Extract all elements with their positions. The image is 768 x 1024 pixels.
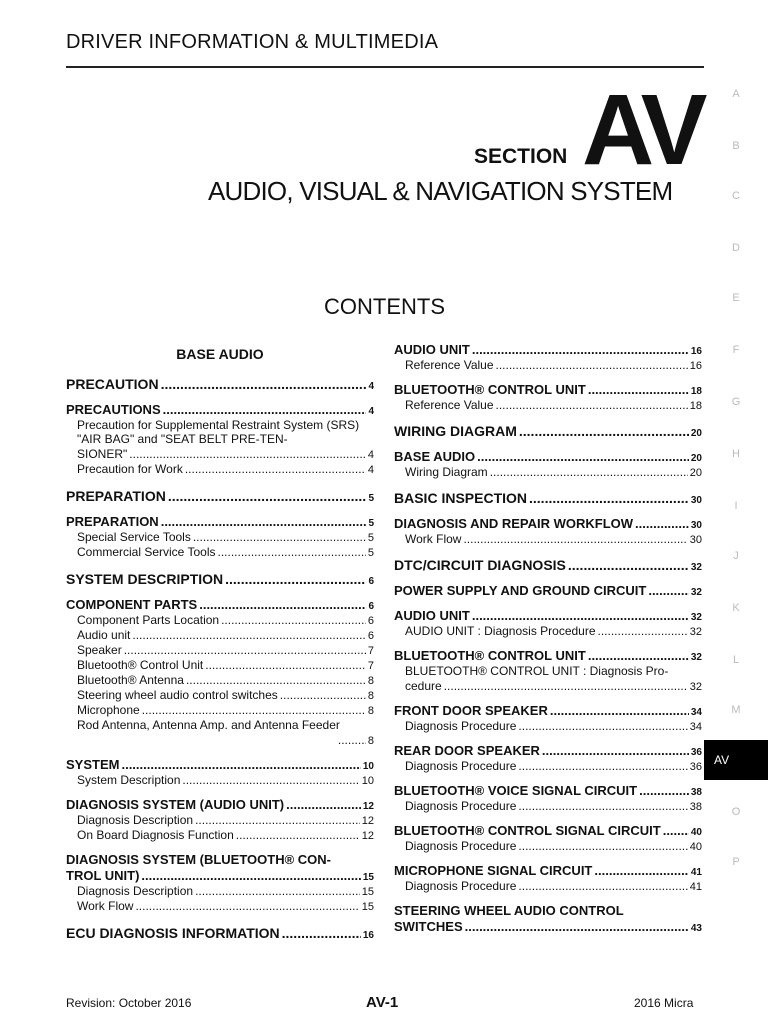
toc-entry[interactable] bbox=[66, 597, 374, 612]
toc-entry-page: 18 bbox=[689, 400, 702, 412]
toc-entry-title: System Description bbox=[77, 773, 181, 787]
section-tab-f[interactable]: F bbox=[732, 344, 740, 356]
leader-dots bbox=[185, 462, 366, 476]
toc-entry[interactable] bbox=[394, 743, 702, 758]
toc-entry-page: 32 bbox=[690, 652, 702, 663]
leader-dots bbox=[195, 813, 360, 827]
leader-dots bbox=[472, 342, 689, 357]
toc-entry-page: 12 bbox=[362, 801, 374, 812]
section-tab-c[interactable]: C bbox=[732, 190, 740, 202]
leader-dots bbox=[472, 608, 689, 623]
toc-entry[interactable] bbox=[394, 799, 702, 813]
footer-revision: Revision: October 2016 bbox=[66, 996, 192, 1010]
toc-entry[interactable] bbox=[394, 465, 702, 479]
toc-entry-title: Work Flow bbox=[405, 532, 462, 546]
section-tab-b[interactable]: B bbox=[732, 140, 740, 152]
toc-entry-title: Diagnosis Procedure bbox=[405, 879, 517, 893]
toc-entry-title: Diagnosis Procedure bbox=[405, 719, 517, 733]
toc-entry[interactable] bbox=[394, 783, 702, 798]
toc-entry[interactable] bbox=[66, 643, 374, 657]
leader-dots bbox=[529, 490, 689, 506]
toc-entry-page: 5 bbox=[367, 547, 374, 559]
toc-entry-page: 5 bbox=[368, 518, 374, 529]
toc-entry[interactable] bbox=[394, 823, 702, 838]
toc-entry-page: 5 bbox=[368, 493, 374, 504]
toc-entry[interactable] bbox=[394, 879, 702, 893]
toc-entry-page: 41 bbox=[689, 881, 702, 893]
toc-entry[interactable] bbox=[66, 797, 374, 812]
toc-entry[interactable] bbox=[394, 679, 702, 693]
toc-entry-page: 7 bbox=[367, 660, 374, 672]
toc-entry-page: 10 bbox=[361, 775, 374, 787]
toc-entry-title: WIRING DIAGRAM bbox=[394, 423, 517, 439]
leader-dots bbox=[663, 823, 689, 838]
toc-entry-title: Commercial Service Tools bbox=[77, 545, 216, 559]
toc-entry-page: 16 bbox=[690, 346, 702, 357]
leader-dots bbox=[286, 797, 361, 812]
toc-entry-title: cedure bbox=[405, 679, 442, 693]
section-label: SECTION bbox=[474, 145, 568, 168]
toc-entry-title: Steering wheel audio control switches bbox=[77, 688, 278, 702]
toc-entry-title: Precaution for Supplemental Restraint System (SRS) "AIR BAG" and "SEAT BELT PRE-TEN- bbox=[77, 418, 360, 446]
toc-entry-title: Special Service Tools bbox=[77, 530, 191, 544]
leader-dots bbox=[141, 868, 360, 883]
leader-dots bbox=[542, 743, 689, 758]
toc-entry[interactable] bbox=[394, 624, 702, 638]
toc-entry-title: PRECAUTION bbox=[66, 376, 159, 392]
leader-dots bbox=[182, 773, 359, 787]
section-code: AV bbox=[582, 74, 702, 186]
toc-entry-page: 8 bbox=[367, 735, 374, 747]
toc-entry-page: 15 bbox=[361, 886, 374, 898]
toc-entry[interactable] bbox=[66, 462, 374, 476]
leader-dots bbox=[218, 545, 366, 559]
section-tab-m[interactable]: M bbox=[731, 704, 741, 716]
toc-entry-page: 34 bbox=[690, 707, 702, 718]
leader-dots bbox=[338, 733, 366, 747]
section-tab-av[interactable]: AV bbox=[704, 740, 768, 780]
leader-dots bbox=[490, 465, 688, 479]
leader-dots bbox=[518, 719, 687, 733]
toc-entry-title: Diagnosis Description bbox=[77, 813, 194, 827]
leader-dots bbox=[221, 613, 366, 627]
section-title: AUDIO, VISUAL & NAVIGATION SYSTEM bbox=[208, 176, 673, 206]
leader-dots bbox=[594, 863, 688, 878]
toc-entry-title: Speaker bbox=[77, 643, 122, 657]
toc-entry-title: DIAGNOSIS AND REPAIR WORKFLOW bbox=[394, 516, 634, 531]
leader-dots bbox=[588, 382, 689, 397]
toc-entry-page: 8 bbox=[367, 690, 374, 702]
toc-entry-page: 36 bbox=[689, 761, 702, 773]
toc-entry-title: Diagnosis Description bbox=[77, 884, 194, 898]
toc-entry-title: COMPONENT PARTS bbox=[66, 597, 198, 612]
toc-entry-title: BLUETOOTH® CONTROL UNIT : Diagnosis Pro- bbox=[405, 664, 669, 678]
toc-entry-title: Work Flow bbox=[77, 899, 134, 913]
leader-dots bbox=[477, 449, 689, 464]
toc-entry-page: 4 bbox=[367, 449, 374, 461]
toc-entry[interactable] bbox=[66, 688, 374, 702]
leader-dots bbox=[550, 703, 689, 718]
leader-dots bbox=[519, 423, 689, 439]
toc-entry-title: STEERING WHEEL AUDIO CONTROL bbox=[394, 903, 624, 918]
leader-dots bbox=[193, 530, 366, 544]
toc-left-heading: BASE AUDIO bbox=[176, 346, 264, 362]
toc-entry-title: MICROPHONE SIGNAL CIRCUIT bbox=[394, 863, 593, 878]
toc-entry-title: BASE AUDIO bbox=[394, 449, 476, 464]
toc-entry-title: DIAGNOSIS SYSTEM (AUDIO UNIT) bbox=[66, 797, 285, 812]
toc-right-list bbox=[394, 342, 702, 934]
toc-entry[interactable] bbox=[66, 899, 374, 913]
toc-entry-page: 32 bbox=[690, 612, 702, 623]
toc-entry-page: 6 bbox=[368, 576, 374, 587]
toc-entry-title: Wiring Diagram bbox=[405, 465, 488, 479]
section-tab-g[interactable]: G bbox=[731, 396, 741, 408]
toc-entry[interactable] bbox=[394, 903, 702, 918]
toc-entry[interactable] bbox=[66, 733, 374, 747]
toc-right-column bbox=[394, 342, 702, 934]
toc-entry[interactable] bbox=[66, 530, 374, 544]
toc-entry[interactable] bbox=[66, 658, 374, 672]
toc-entry[interactable] bbox=[66, 718, 374, 732]
toc-entry-page: 7 bbox=[367, 645, 374, 657]
section-tab-k[interactable]: K bbox=[732, 602, 740, 614]
leader-dots bbox=[518, 839, 687, 853]
toc-entry[interactable] bbox=[394, 398, 702, 412]
toc-entry[interactable] bbox=[66, 852, 374, 867]
toc-entry-page: 38 bbox=[690, 787, 702, 798]
toc-entry-title: Diagnosis Procedure bbox=[405, 799, 517, 813]
leader-dots bbox=[518, 759, 687, 773]
toc-entry-page: 6 bbox=[367, 615, 374, 627]
leader-dots bbox=[236, 828, 360, 842]
toc-entry[interactable] bbox=[394, 423, 702, 439]
section-tab-p[interactable]: P bbox=[732, 856, 740, 868]
toc-entry[interactable] bbox=[394, 608, 702, 623]
toc-entry-page: 20 bbox=[690, 428, 702, 439]
toc-entry-title: Component Parts Location bbox=[77, 613, 220, 627]
toc-entry-title: TROL UNIT) bbox=[66, 868, 140, 883]
toc-entry-title: Reference Value bbox=[405, 358, 494, 372]
toc-entry-page: 40 bbox=[689, 841, 702, 853]
toc-entry-title: POWER SUPPLY AND GROUND CIRCUIT bbox=[394, 583, 647, 598]
toc-entry-title: SIONER" bbox=[77, 447, 128, 461]
leader-dots bbox=[635, 516, 689, 531]
toc-entry[interactable] bbox=[66, 418, 374, 446]
toc-entry-title: Diagnosis Procedure bbox=[405, 839, 517, 853]
toc-entry-page: 8 bbox=[367, 675, 374, 687]
toc-entry-title: PRECAUTIONS bbox=[66, 402, 161, 417]
toc-entry-page: 4 bbox=[367, 464, 374, 476]
toc-entry-page: 41 bbox=[690, 867, 702, 878]
toc-entry-page: 30 bbox=[690, 520, 702, 531]
toc-entry[interactable] bbox=[66, 757, 374, 772]
toc-entry[interactable] bbox=[66, 868, 374, 883]
toc-entry[interactable] bbox=[66, 571, 374, 587]
toc-entry-page: 20 bbox=[689, 467, 702, 479]
leader-dots bbox=[496, 398, 688, 412]
leader-dots bbox=[121, 757, 360, 772]
leader-dots bbox=[161, 514, 367, 529]
leader-dots bbox=[124, 643, 366, 657]
toc-entry[interactable] bbox=[394, 719, 702, 733]
toc-entry[interactable] bbox=[394, 919, 702, 934]
leader-dots bbox=[568, 557, 689, 573]
toc-entry-page: 16 bbox=[362, 930, 374, 941]
toc-entry[interactable] bbox=[66, 673, 374, 687]
toc-entry-title: Bluetooth® Control Unit bbox=[77, 658, 204, 672]
section-tab-a[interactable]: A bbox=[732, 88, 740, 100]
toc-entry-title: BLUETOOTH® CONTROL UNIT bbox=[394, 382, 586, 397]
toc-entry[interactable] bbox=[66, 376, 374, 392]
toc-entry-page: 15 bbox=[362, 872, 374, 883]
toc-entry-title: AUDIO UNIT bbox=[394, 342, 470, 357]
toc-entry-title: BLUETOOTH® VOICE SIGNAL CIRCUIT bbox=[394, 783, 638, 798]
toc-entry-page: 32 bbox=[690, 562, 702, 573]
toc-entry-page: 12 bbox=[361, 830, 374, 842]
toc-entry-title: Reference Value bbox=[405, 398, 494, 412]
toc-entry[interactable] bbox=[394, 516, 702, 531]
toc-entry-title: Rod Antenna, Antenna Amp. and Antenna Feeder bbox=[77, 718, 340, 732]
toc-entry-page: 12 bbox=[361, 815, 374, 827]
toc-entry-page: 43 bbox=[690, 923, 702, 934]
leader-dots bbox=[639, 783, 689, 798]
toc-entry-title: Precaution for Work bbox=[77, 462, 183, 476]
toc-entry[interactable] bbox=[66, 488, 374, 504]
toc-entry[interactable] bbox=[66, 703, 374, 717]
toc-entry-title: BLUETOOTH® CONTROL SIGNAL CIRCUIT bbox=[394, 823, 661, 838]
leader-dots bbox=[518, 879, 687, 893]
toc-entry-title: Microphone bbox=[77, 703, 140, 717]
toc-entry-page: 30 bbox=[689, 534, 702, 546]
footer-page-number: AV-1 bbox=[366, 994, 399, 1011]
header-rule bbox=[66, 66, 704, 68]
toc-entry[interactable] bbox=[66, 828, 374, 842]
toc-entry-title: SYSTEM DESCRIPTION bbox=[66, 571, 224, 587]
toc-entry-page: 4 bbox=[368, 381, 374, 392]
section-tab-d[interactable]: D bbox=[732, 242, 740, 254]
leader-dots bbox=[186, 673, 366, 687]
toc-entry-page: 4 bbox=[368, 406, 374, 417]
leader-dots bbox=[163, 402, 367, 417]
section-tab-j[interactable]: J bbox=[733, 550, 739, 562]
toc-entry-title: AUDIO UNIT bbox=[394, 608, 470, 623]
leader-dots bbox=[444, 679, 688, 693]
toc-entry[interactable] bbox=[66, 773, 374, 787]
toc-entry[interactable] bbox=[394, 342, 702, 357]
section-tab-e[interactable]: E bbox=[732, 292, 740, 304]
toc-entry[interactable] bbox=[394, 532, 702, 546]
toc-entry[interactable] bbox=[394, 358, 702, 372]
toc-entry-title: REAR DOOR SPEAKER bbox=[394, 743, 540, 758]
toc-entry-title: PREPARATION bbox=[66, 488, 166, 504]
section-tab-o[interactable]: O bbox=[731, 806, 741, 818]
toc-entry-title: ECU DIAGNOSIS INFORMATION bbox=[66, 925, 280, 941]
toc-entry-title: Bluetooth® Antenna bbox=[77, 673, 184, 687]
toc-entry[interactable] bbox=[66, 925, 374, 941]
leader-dots bbox=[598, 624, 688, 638]
toc-entry[interactable] bbox=[66, 514, 374, 529]
leader-dots bbox=[135, 899, 359, 913]
section-tab-h[interactable]: H bbox=[732, 448, 740, 460]
toc-entry[interactable] bbox=[394, 759, 702, 773]
toc-entry[interactable] bbox=[66, 884, 374, 898]
leader-dots bbox=[282, 925, 361, 941]
leader-dots bbox=[225, 571, 366, 587]
toc-left-column bbox=[66, 342, 374, 941]
leader-dots bbox=[142, 703, 366, 717]
toc-entry[interactable] bbox=[394, 839, 702, 853]
toc-entry-page: 5 bbox=[367, 532, 374, 544]
toc-entry-page: 30 bbox=[690, 495, 702, 506]
leader-dots bbox=[205, 658, 366, 672]
leader-dots bbox=[168, 488, 367, 504]
toc-entry-page: 32 bbox=[690, 587, 702, 598]
toc-entry-title: BASIC INSPECTION bbox=[394, 490, 528, 506]
toc-entry[interactable] bbox=[394, 449, 702, 464]
section-tab-l[interactable]: L bbox=[732, 654, 740, 666]
toc-entry[interactable] bbox=[394, 664, 702, 678]
toc-entry-page: 36 bbox=[690, 747, 702, 758]
toc-entry-title: DIAGNOSIS SYSTEM (BLUETOOTH® CON- bbox=[66, 852, 332, 867]
contents-title: CONTENTS bbox=[324, 294, 445, 319]
toc-entry-title: On Board Diagnosis Function bbox=[77, 828, 234, 842]
toc-entry[interactable] bbox=[394, 490, 702, 506]
leader-dots bbox=[280, 688, 366, 702]
toc-entry-title: DTC/CIRCUIT DIAGNOSIS bbox=[394, 557, 566, 573]
toc-entry-title: PREPARATION bbox=[66, 514, 159, 529]
toc-entry-title: FRONT DOOR SPEAKER bbox=[394, 703, 548, 718]
leader-dots bbox=[496, 358, 688, 372]
toc-entry-page: 32 bbox=[689, 681, 702, 693]
toc-entry[interactable] bbox=[66, 402, 374, 417]
footer-model: 2016 Micra bbox=[634, 996, 694, 1010]
toc-entry-page: 8 bbox=[367, 705, 374, 717]
toc-entry-title: Audio unit bbox=[77, 628, 131, 642]
toc-entry-page: 6 bbox=[368, 601, 374, 612]
toc-entry-page: 6 bbox=[367, 630, 374, 642]
toc-entry-page: 20 bbox=[690, 453, 702, 464]
toc-entry-title: SWITCHES bbox=[394, 919, 463, 934]
toc-entry[interactable] bbox=[394, 648, 702, 663]
toc-entry[interactable] bbox=[394, 557, 702, 573]
leader-dots bbox=[161, 376, 367, 392]
leader-dots bbox=[199, 597, 366, 612]
section-tab-i[interactable]: I bbox=[734, 500, 738, 512]
leader-dots bbox=[463, 532, 687, 546]
toc-entry-page: 40 bbox=[690, 827, 702, 838]
toc-entry[interactable] bbox=[394, 382, 702, 397]
leader-dots bbox=[648, 583, 689, 598]
toc-entry-title: BLUETOOTH® CONTROL UNIT bbox=[394, 648, 586, 663]
leader-dots bbox=[129, 447, 366, 461]
toc-entry-title: SYSTEM bbox=[66, 757, 120, 772]
toc-entry[interactable] bbox=[66, 447, 374, 461]
toc-entry-title: Diagnosis Procedure bbox=[405, 759, 517, 773]
toc-entry[interactable] bbox=[66, 613, 374, 627]
document-header: DRIVER INFORMATION & MULTIMEDIA bbox=[66, 31, 439, 53]
toc-entry-title: AUDIO UNIT : Diagnosis Procedure bbox=[405, 624, 596, 638]
leader-dots bbox=[518, 799, 687, 813]
toc-left-list bbox=[66, 376, 374, 941]
toc-entry-page: 38 bbox=[689, 801, 702, 813]
toc-entry-page: 18 bbox=[690, 386, 702, 397]
leader-dots bbox=[588, 648, 689, 663]
toc-entry[interactable] bbox=[394, 863, 702, 878]
leader-dots bbox=[465, 919, 689, 934]
leader-dots bbox=[132, 628, 366, 642]
toc-entry-page: 34 bbox=[689, 721, 702, 733]
toc-entry[interactable] bbox=[66, 813, 374, 827]
toc-entry[interactable] bbox=[394, 583, 702, 598]
leader-dots bbox=[195, 884, 360, 898]
toc-entry[interactable] bbox=[66, 628, 374, 642]
toc-entry[interactable] bbox=[66, 545, 374, 559]
toc-entry-page: 16 bbox=[689, 360, 702, 372]
toc-entry-page: 32 bbox=[689, 626, 702, 638]
toc-entry-page: 10 bbox=[362, 761, 374, 772]
toc-entry[interactable] bbox=[394, 703, 702, 718]
toc-entry-page: 15 bbox=[361, 901, 374, 913]
